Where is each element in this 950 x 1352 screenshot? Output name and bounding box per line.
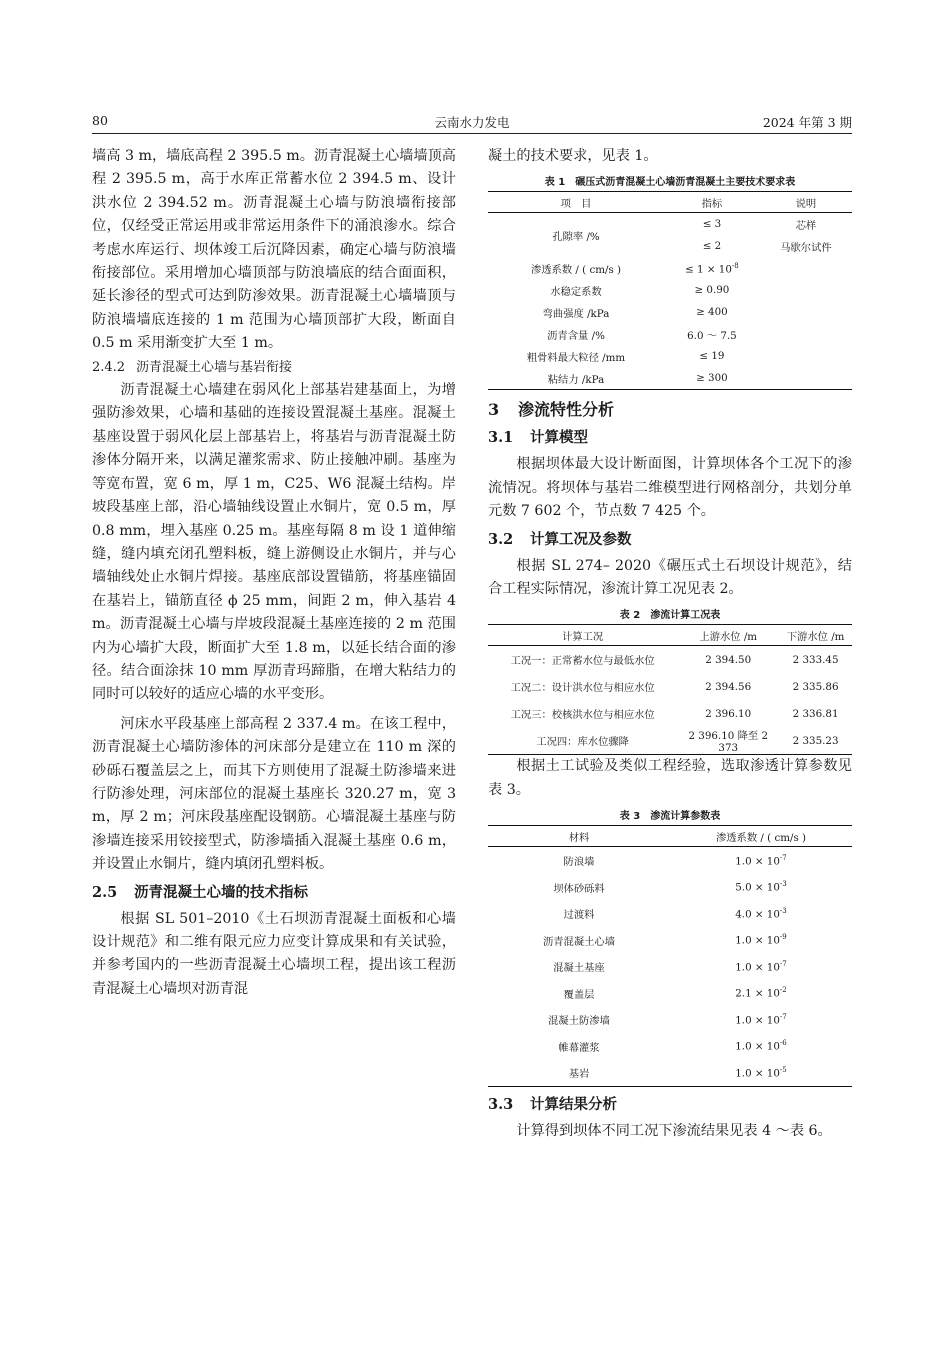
cell: [670, 900, 852, 927]
paragraph: 根据土工试验及类似工程经验，选取渗透计算参数见表 3。: [488, 758, 852, 798]
section-number: 2.4.2: [92, 359, 126, 375]
table-1: [488, 191, 852, 390]
cell: [760, 345, 852, 367]
cell: 帷幕灌浆: [558, 1041, 600, 1054]
cell: 2 396.10 降至 2 373: [688, 730, 768, 755]
value-base: 1.0 × 10: [735, 1067, 780, 1080]
table-2-caption: 表 2 渗流计算工况表: [619, 610, 721, 622]
table-row: [488, 927, 852, 954]
table-row: [488, 1059, 852, 1086]
table-row: [488, 367, 852, 390]
table-header-row: [488, 192, 852, 213]
cell: [760, 279, 852, 301]
table-row: [488, 953, 852, 980]
cell: [760, 367, 852, 390]
cell: 混凝土防渗墙: [548, 1015, 610, 1027]
cell: [664, 257, 760, 279]
table-row: [488, 847, 852, 874]
cell: [760, 257, 852, 279]
section-title: 计算工况及参数: [530, 530, 632, 548]
cell: [670, 1006, 852, 1033]
cell: 水稳定系数: [550, 285, 602, 298]
paragraph: 计算得到坝体不同工况下渗流结果见表 4 ～表 6。: [516, 1122, 832, 1139]
cell: 2 394.56: [705, 680, 752, 693]
table-row: [488, 874, 852, 901]
cell: 马歇尔试件: [780, 241, 832, 254]
value-base: 2.1 × 10: [735, 987, 780, 1000]
cell: 防浪墙: [563, 856, 595, 868]
table-header-row: [488, 625, 852, 646]
col-header: 下游水位 /m: [779, 625, 852, 646]
section-heading-2-5: [92, 881, 456, 905]
section-number: 3.1: [488, 429, 514, 447]
value-base: 1.0 × 10: [735, 1040, 780, 1053]
paragraph: 根据 SL 274– 2020《碾压式土石坝设计规范》，结合工程实际情况，渗流计算工况见表 2。: [488, 557, 852, 598]
cell: 6.0 ～ 7.5: [687, 329, 737, 342]
section-number: 3: [488, 400, 500, 420]
value-exponent: -6: [779, 1039, 787, 1048]
col-header: 指标: [664, 192, 760, 213]
cell: 渗透系数 / ( cm/s ): [530, 263, 622, 276]
table-row: [488, 279, 852, 301]
col-header: 计算工况: [488, 625, 677, 646]
cell: ≥ 400: [696, 306, 728, 319]
cell: [670, 980, 852, 1007]
cell: [670, 847, 852, 874]
section-title: 渗流特性分析: [518, 400, 615, 420]
cell: 过渡料: [563, 909, 595, 921]
cell: 沥青混凝土心墙: [542, 935, 616, 948]
col-header: 项 目: [488, 192, 664, 213]
section-heading-3: [488, 398, 852, 422]
value-exponent: -8: [731, 261, 739, 270]
cell: ≤ 19: [699, 350, 725, 363]
cell: 孔隙率 /%: [552, 230, 600, 243]
value-exponent: -5: [779, 1065, 787, 1074]
cell: 覆盖层: [563, 988, 595, 1001]
cell: 粗骨料最大粒径 /mm: [526, 351, 626, 364]
value-exponent: -3: [779, 880, 787, 889]
cell: ≥ 300: [696, 372, 728, 385]
section-heading-3-2: [488, 528, 852, 552]
table-2: [488, 624, 852, 755]
cell: 基岩: [568, 1068, 590, 1080]
col-header: 说明: [760, 192, 852, 213]
section-heading-3-3: [488, 1093, 852, 1117]
issue-label: 2024 年第 3 期: [762, 115, 852, 130]
col-header: 上游水位 /m: [677, 625, 779, 646]
cell: 混凝土基座: [553, 962, 605, 974]
section-number: 3.3: [488, 1095, 514, 1113]
col-header: 材料: [488, 826, 670, 847]
table-row: [488, 1006, 852, 1033]
cell: 工况三：校核洪水位与相应水位: [510, 709, 655, 722]
cell: 芯样: [795, 219, 817, 232]
table-header-row: [488, 826, 852, 847]
table-1-caption: 表 1 碾压式沥青混凝土心墙沥青混凝土主要技术要求表: [544, 177, 796, 189]
cell: 2 333.45: [792, 653, 839, 666]
table-row: [488, 323, 852, 345]
table-row: [488, 257, 852, 279]
cell: 粘结力 /kPa: [547, 373, 605, 386]
value-base: 5.0 × 10: [735, 881, 780, 894]
cell: [760, 301, 852, 323]
cell: [670, 874, 852, 901]
cell: ≥ 0.90: [694, 284, 730, 297]
journal-name: 云南水力发电: [434, 115, 510, 130]
section-title: 沥青混凝土心墙的技术指标: [134, 883, 308, 901]
table-row: [488, 727, 852, 755]
table-row: [488, 646, 852, 674]
paragraph: 根据 SL 501–2010《土石坝沥青混凝土面板和心墙设计规范》和二维有限元应力应变计算成果和有关试验，并参考国内的一些沥青混凝土心墙坝工程，提出该工程沥青混凝土心墙坝对沥青混: [92, 910, 456, 997]
cell: 2 335.86: [792, 680, 839, 693]
section-title: 沥青混凝土心墙与基岩衔接: [136, 359, 293, 375]
paragraph: 河床水平段基座上部高程 2 337.4 m。在该工程中，沥青混凝土心墙防渗体的河床部分是建立在 110 m 深的砂砾石覆盖层之上，而其下方则使用了混凝土防渗墙来进行防渗处理，河床部位的混凝土基座长 320.27 m，宽 3 m，厚 2 m；河床段基座配设钢筋。心墙混凝土基座与防渗墙连接采用铰接型式，防渗墙插入混凝土基座 0.6 m，并设置止水铜片，缝内填闭孔塑料板。: [92, 715, 456, 873]
table-row: [488, 213, 852, 236]
value-base: 1.0 × 10: [735, 934, 780, 947]
cell: 2 394.50: [705, 653, 752, 666]
cell: 坝体砂砾料: [553, 882, 605, 895]
paragraph: 墙高 3 m，墙底高程 2 395.5 m。沥青混凝土心墙墙顶高程 2 395.5 m，高于水库正常蓄水位 2 394.5 m、设计洪水位 2 394.52 m。沥青混凝土心墙与防浪墙衔接部位，仅经受正常运用或非常运用条件下的涌浪渗水。综合考虑水库运行、坝体竣工后沉降因素，确定心墙与防浪墙衔接部位。采用增加心墙顶部与防浪墙底的结合面面积，延长渗径的型式可达到防渗效果。沥青混凝土心墙墙顶与防浪墙墙底连接的 1 m 范围为心墙顶部扩大段，断面自 0.5 m 采用渐变扩大至 1 m。: [92, 148, 456, 352]
cell: 工况四：库水位骤降: [536, 736, 629, 749]
cell: 2 335.23: [792, 734, 839, 747]
left-column: [92, 145, 456, 1001]
table-row: [488, 900, 852, 927]
value-base: 4.0 × 10: [735, 908, 780, 921]
table-row: [488, 1033, 852, 1060]
table-row: [488, 700, 852, 727]
page-number: 80: [92, 113, 108, 128]
section-heading-2-4-2: [92, 356, 456, 379]
table-row: [488, 345, 852, 367]
cell: 弯曲强度 /kPa: [542, 307, 610, 320]
paragraph: 凝土的技术要求，见表 1。: [488, 148, 658, 164]
table-row: [488, 301, 852, 323]
section-number: 3.2: [488, 530, 514, 548]
value-exponent: -3: [779, 906, 787, 915]
cell: [670, 927, 852, 954]
section-heading-3-1: [488, 426, 852, 450]
cell: ≤ 2: [702, 240, 722, 253]
table-3-caption: 表 3 渗流计算参数表: [619, 811, 721, 823]
section-number: 2.5: [92, 883, 118, 901]
cell: 工况一：正常蓄水位与最低水位: [510, 655, 655, 668]
right-column: [488, 145, 852, 1143]
value-exponent: -7: [779, 853, 787, 862]
table-row: [488, 980, 852, 1007]
value-base: 1.0 × 10: [735, 855, 780, 868]
cell: [760, 323, 852, 345]
value-base: 1.0 × 10: [735, 1014, 780, 1027]
cell: [670, 1033, 852, 1060]
cell: ≤ 3: [702, 218, 722, 231]
cell: 2 396.10: [705, 707, 752, 720]
value-exponent: -7: [779, 1012, 787, 1021]
section-title: 计算模型: [530, 429, 588, 447]
running-header: [92, 113, 852, 134]
value-exponent: -7: [779, 959, 787, 968]
cell: [670, 1059, 852, 1086]
table-3: [488, 825, 852, 1087]
value-exponent: -2: [779, 986, 787, 995]
value-exponent: -9: [779, 933, 787, 942]
table-row: [488, 673, 852, 700]
cell: 2 336.81: [792, 707, 839, 720]
cell: [670, 953, 852, 980]
section-title: 计算结果分析: [530, 1095, 617, 1113]
value-base: 1.0 × 10: [735, 961, 780, 974]
paragraph: 沥青混凝土心墙建在弱风化上部基岩建基面上，为增强防渗效果，心墙和基础的连接设置混凝土基座。混凝土基座设置于弱风化层上部基岩上，将基岩与沥青混凝土防渗体分隔开来，以满足灌浆需求、防止接触冲刷。基座为等宽布置，宽 6 m，厚 1 m，C25、W6 混凝土结构。岸坡段基座上部，沿心墙轴线设置止水铜片，宽 0.5 m，厚 0.8 mm，埋入基座 0.25 m。基座每隔 8 m 设 1 道伸缩缝，缝内填充闭孔塑料板，缝上游侧设止水铜片，并与心墙轴线处止水铜片焊接。基座底部设置锚筋，将基座锚固在基岩上，锚筋直径 ϕ 25 mm，间距 2 m，伸入基岩 4 m。沥青混凝土心墙与岸坡段混凝土基座连接的 2 m 范围内为心墙扩大段，断面扩大至 1.8 m，以延长结合面的渗径。结合面涂抹 10 mm 厚沥青玛蹄脂，在增大粘结力的同时可以较好的适应心墙的水平变形。: [92, 382, 456, 703]
col-header: 渗透系数 / ( cm/s ): [670, 826, 852, 847]
paragraph: 根据坝体最大设计断面图，计算坝体各个工况下的渗流情况。将坝体与基岩二维模型进行网格剖分，共划分单元数 7 602 个，节点数 7 425 个。: [488, 456, 852, 520]
cell: 工况二：设计洪水位与相应水位: [510, 682, 655, 695]
cell: 沥青含量 /%: [547, 329, 605, 342]
value-base: ≤ 1 × 10: [685, 263, 732, 276]
